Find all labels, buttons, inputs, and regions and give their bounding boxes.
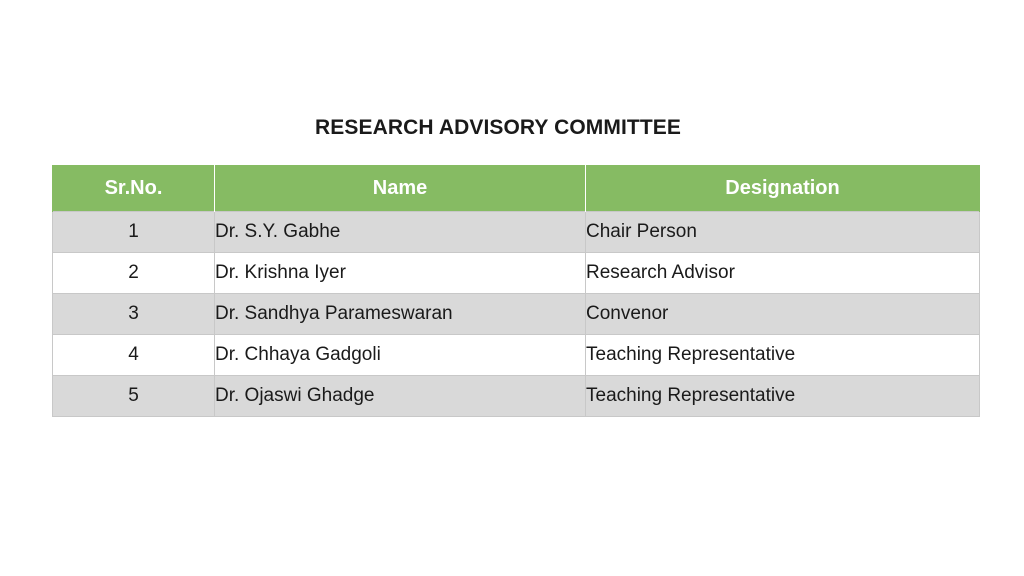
column-header-designation: Designation — [586, 165, 980, 212]
table-row — [53, 294, 980, 335]
cell-name: Dr. Chhaya Gadgoli — [215, 335, 586, 376]
table-row — [53, 376, 980, 417]
header-row — [53, 165, 980, 212]
cell-designation: Teaching Representative — [586, 335, 980, 376]
table-row — [53, 253, 980, 294]
cell-designation: Research Advisor — [586, 253, 980, 294]
cell-sr-no: 3 — [53, 294, 215, 335]
table-row — [53, 335, 980, 376]
cell-name: Dr. Ojaswi Ghadge — [215, 376, 586, 417]
cell-sr-no: 1 — [53, 212, 215, 253]
column-header-name: Name — [215, 165, 586, 212]
table-body — [53, 212, 980, 417]
column-header-sr-no: Sr.No. — [53, 165, 215, 212]
cell-sr-no: 4 — [53, 335, 215, 376]
cell-name: Dr. Krishna Iyer — [215, 253, 586, 294]
cell-designation: Chair Person — [586, 212, 980, 253]
table-row — [53, 212, 980, 253]
cell-name: Dr. Sandhya Parameswaran — [215, 294, 586, 335]
cell-designation: Convenor — [586, 294, 980, 335]
cell-name: Dr. S.Y. Gabhe — [215, 212, 586, 253]
table-header — [53, 165, 980, 212]
page-title: RESEARCH ADVISORY COMMITTEE — [315, 116, 681, 139]
cell-sr-no: 2 — [53, 253, 215, 294]
committee-table — [52, 165, 980, 417]
cell-designation: Teaching Representative — [586, 376, 980, 417]
cell-sr-no: 5 — [53, 376, 215, 417]
